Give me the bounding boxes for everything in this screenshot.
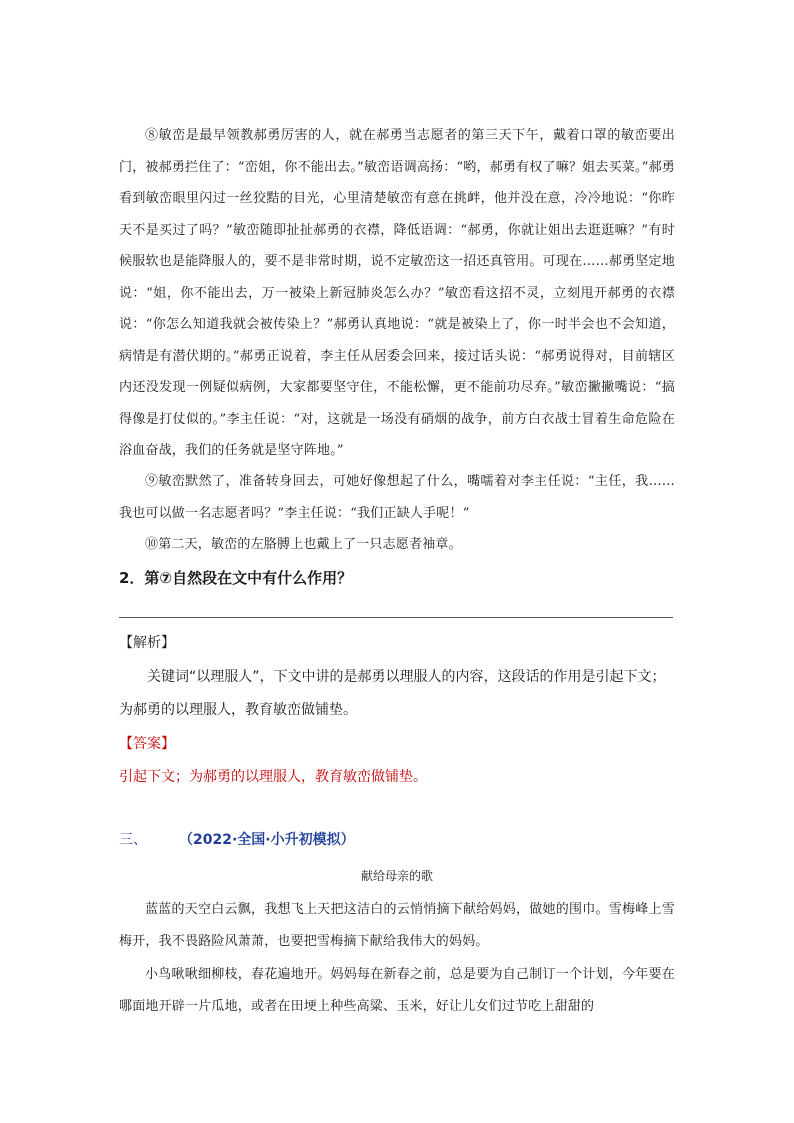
section-3-number: 三、 (119, 832, 147, 848)
poem-paragraph-1: 蓝蓝的天空白云飘，我想飞上天把这洁白的云悄悄摘下献给妈妈，做她的围巾。雪梅峰上雪梅开，我不畏路险风萧萧，也要把雪梅摘下献给我伟大的妈妈。 (119, 902, 675, 949)
analysis-label: 【解析】 (119, 635, 175, 651)
question-2: 2．第⑦自然段在文中有什么作用？ (119, 569, 353, 587)
passage-paragraph-8: ⑧敏峦是最早领教郝勇厉害的人，就在郝勇当志愿者的第三天下午，戴着口罩的敏峦要出门，被郝勇拦住了：“峦姐，你不能出去。”敏峦语调高扬：“哟，郝勇有权了嘛？姐去买菜。”郝勇看到敏峦眼里闪过一丝狡黠的目光，心里清楚敏峦有意在挑衅，他并没在意，冷冷地说：“你昨天不是买过了吗？”敏峦随即扯扯郝勇的衣襟，降低语调：“郝勇，你就让姐出去逛逛嘛？”有时候服软也是能降服人的，要不是非常时期，说不定敏峦这一招还真管用。可现在……郝勇坚定地说：“姐，你不能出去，万一被染上新冠肺炎怎么办？”敏峦看这招不灵，立刻甩开郝勇的衣襟说：“你怎么知道我就会被传染上？”郝勇认真地说：“就是被染上了，你一时半会也不会知道，病情是有潜伏期的。”郝勇正说着，李主任从居委会回来，接过话头说：“郝勇说得对，目前辖区内还没发现一例疑似病例，大家都要坚守住，不能松懈，更不能前功尽弃。”敏峦撇撇嘴说：“搞得像是打仗似的。”李主任说：“对，这就是一场没有硝烟的战争，前方白衣战士冒着生命危险在浴血奋战，我们的任务就是坚守阵地。” (119, 128, 675, 458)
section-3-heading (119, 828, 675, 852)
passage-paragraph-9: ⑨敏峦默然了，准备转身回去，可她好像想起了什么，嘴嚅着对李主任说：“主任，我……我也可以做一名志愿者吗？”李主任说：“我们正缺人手呢！” (119, 474, 675, 521)
poem-paragraph-2: 小鸟啾啾细柳枝，春花遍地开。妈妈每在新春之前，总是要为自己制订一个计划，今年要在哪面地开辟一片瓜地，或者在田埂上种些高粱、玉米，好让儿女们过节吃上甜甜的 (119, 967, 675, 1014)
divider-line (119, 617, 673, 618)
analysis-text: 关键词“以理服人”，下文中讲的是郝勇以理服人的内容，这段话的作用是引起下文；为郝勇的以理服人，教育敏峦做铺垫。 (119, 669, 666, 718)
section-3-source: （2022·全国·小升初模拟） (179, 832, 355, 848)
poem-title: 献给母亲的歌 (360, 869, 433, 883)
answer-label: 【答案】 (119, 736, 175, 752)
answer-text: 引起下文；为郝勇的以理服人，教育敏峦做铺垫。 (119, 769, 427, 785)
passage-paragraph-10: ⑩第二天，敏峦的左胳膊上也戴上了一只志愿者袖章。 (145, 537, 462, 552)
